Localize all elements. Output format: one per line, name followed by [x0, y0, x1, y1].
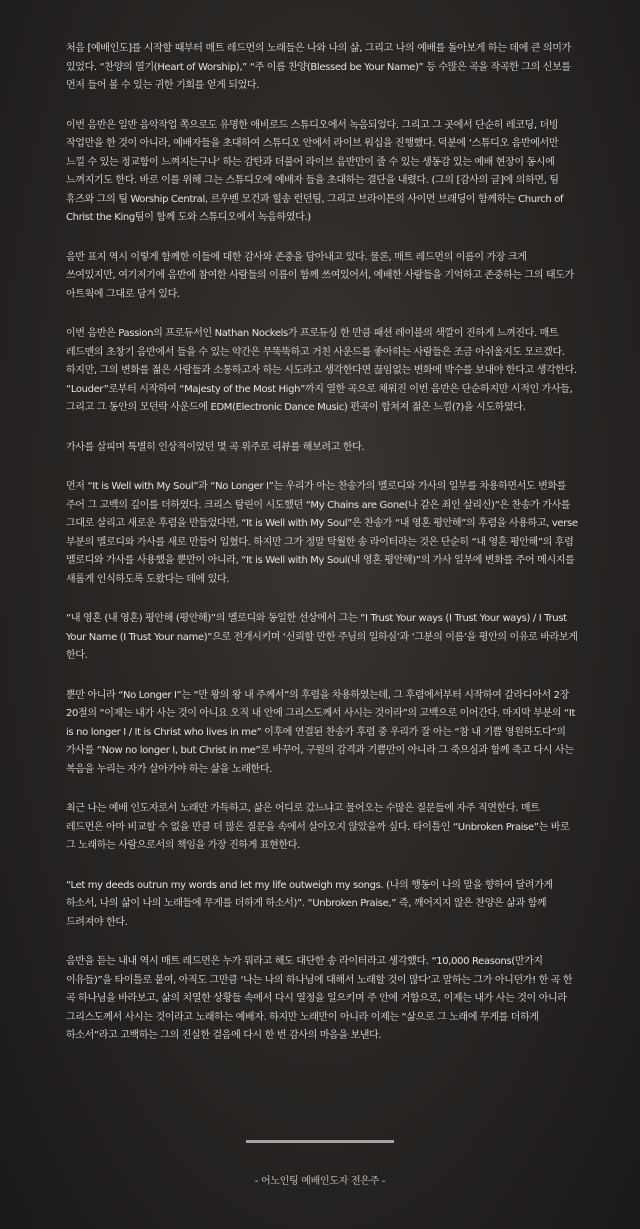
review-paragraph-3: 음반 표지 역시 이렇게 함께한 이들에 대한 감사와 존중을 담아내고 있다. 물론, 매트 레드먼의 이름이 가장 크게 쓰여있지만, 여기저기에 음반에 참여한 사람들의 이름이 함께 쓰여있어서, 예배한 사람들을 기억하고 존중하는 그의 태도가 아트웍에 그대로 담겨 있다.: [66, 251, 574, 300]
review-paragraph-7: “내 영혼 (내 영혼) 평안해 (평안해)”의 멜로디와 동일한 선상에서 그는 “I Trust Your ways (I Trust Your ways) / I Trust Your Name (I Trust Your name)”으로 전개시키며 ‘신뢰할 만한 주님의 일하심’과 ‘그분의 이름’을 평안의 이유로 바라보게 한다.: [66, 613, 578, 661]
review-paragraph-6: 먼저 “It is Well with My Soul”과 “No Longer I”는 우리가 아는 찬송가의 멜로디와 가사의 일부를 차용하면서도 변화를 주어 그 고백의 깊이를 더하였다. 크리스 탐린이 시도했던 “My Chains are Gone(나 같은 죄인 살리신)”은 찬송가 가사를 그대로 살리고 새로운 후렴을 만들었다면, “It is Well with My Soul”은 찬송가 “내 영혼 평안해”의 후렴을 사용하고, verse 부분의 멜로디와 가사를 새로 만들어 입혔다. 하지만 그가 정말 탁월한 송 라이터라는 것은 단순히 “내 영혼 평안해”의 후렴 멜로디와 가사를 사용했을 뿐만이 아니라, “It is Well with My Soul(내 영혼 평안해)”의 가사 일부에 변화를 주어 메시지를 새롭게 인식하도록 도왔다는 데에 있다.: [66, 481, 578, 585]
review-paragraph-10: “Let my deeds outrun my words and let my life outweigh my songs. (나의 행동이 나의 말을 향하여 달려가게 하소서, 나의 삶이 나의 노래들에 무게를 더하게 하소서)”. “Unbroken Praise,” 즉, 깨어지지 않은 찬양은 삶과 함께 드려져야 한다.: [66, 879, 553, 928]
footer-divider: [246, 1140, 394, 1143]
author-signature: - 어노인팅 예배인도자 전은주 -: [254, 1176, 386, 1187]
review-paragraph-2: 이번 음반은 일반 음악작업 쪽으로도 유명한 애비로드 스튜디오에서 녹음되었다. 그리고 그 곳에서 단순히 레코딩, 더빙 작업만을 한 것이 아니라, 예배자들을 초대하여 스튜디오 안에서 라이브 워십을 진행했다. 덕분에 ‘스튜디오 음반에서만 느낄 수 있는 정교함이 느껴지는구나’ 하는 감탄과 더불어 라이브 음반만이 줄 수 있는 생동감 있는 예배 현장이 동시에 느껴지기도 한다. 바로 이를 위해 그는 스튜디오에 예배자 들을 초대하는 결단을 내렸다. (그의 [감사의 글]에 의하면, 팀 휴즈와 그의 팀 Worship Central, 르우벤 모건과 힐송 런던팀, 그리고 브라이튼의 사이먼 브래딩이 함께하는 Church of Christ the King팀이 함께 도와 스튜디오에서 녹음하였다.): [66, 119, 564, 223]
review-paragraph-8: 뿐만 아니라 “No Longer I”는 “만 왕의 왕 내 주께서”의 후렴을 차용하였는데, 그 후렴에서부터 시작하여 갈라디아서 2장 20절의 “이제는 내가 사는 것이 아니요 오직 내 안에 그리스도께서 사시는 것이라”의 고백으로 이어간다. 마지막 부분의 “It is no longer I / It is Christ who lives in me” 이후에 연결된 찬송가 후렴 중 우리가 잘 아는 “참 내 기쁨 영원하도다”의 가사를 “Now no longer I, but Christ in me”로 바꾸어, 구원의 감격과 기쁨만이 아니라 그 죽으심과 함께 죽고 다시 사는 복음을 누리는 자가 살아가야 하는 삶을 노래한다.: [66, 689, 576, 775]
review-paragraph-11: 음반을 듣는 내내 역시 매트 레드먼은 누가 뭐라고 해도 대단한 송 라이터라고 생각했다. “10,000 Reasons(만가지 이유들)”을 타이틀로 붙여, 아직도 그만큼 ‘나는 나의 하나님에 대해서 노래할 것이 많다’고 말하는 그가 아니던가! 한 곡 한 곡 하나님을 바라보고, 삶의 치열한 상황들 속에서 다시 열정을 일으키며 주 안에 거함으로, 이제는 내가 사는 것이 아니라 그리스도께서 사시는 것이라고 노래하는 예배자. 하지만 노래만이 아니라 이제는 “삶으로 그 노래에 무게를 더하게 하소서”라고 고백하는 그의 진실한 걸음에 다시 한 번 감사의 마음을 보낸다.: [66, 956, 573, 1041]
review-paragraph-1: 처음 [예배인도]를 시작할 때부터 매트 레드먼의 노래들은 나와 나의 삶, 그리고 나의 예배를 돌아보게 하는 데에 큰 의미가 있었다. “찬양의 열기(Heart of Worship),” “주 이름 찬양(Blessed be Your Name)” 등 수많은 곡을 작곡한 그의 신보를 먼저 들어 볼 수 있는 귀한 기회를 얻게 되었다.: [66, 43, 571, 91]
review-paragraph-4: 이번 음반은 Passion의 프로듀서인 Nathan Nockels가 프로듀싱 한 만큼 패션 레이블의 색깔이 진하게 느껴진다. 매트 레드맨의 초창기 음반에서 들을 수 있는 약간은 무뚝뚝하고 거친 사운드를 좋아하는 사람들은 조금 아쉬울지도 모르겠다. 하지만, 그의 변화를 젊은 사람들과 소통하고자 하는 시도라고 생각한다면 끊임없는 변화에 박수를 보내야 한다고 생각한다. “Louder”로부터 시작하여 “Majesty of the Most High”까지 열한 곡으로 채워진 이번 음반은 단순하지만 시적인 가사들, 그리고 그 동안의 모던락 사운드에 EDM(Electronic Dance Music) 편곡이 합쳐져 젊은 느낌(?)을 시도하였다.: [66, 328, 577, 413]
review-paragraph-9: 최근 나는 예배 인도자로서 노래만 가득하고, 삶은 어디로 갔느냐고 물어오는 수많은 질문들에 자주 직면한다. 매트 레드먼은 아마 비교할 수 없을 만큼 더 많은 질문을 속에서 살아오지 않았을까 싶다. 타이틀인 “Unbroken Praise”는 바로 그 노래하는 사람으로서의 책임을 가장 진하게 표현한다.: [66, 803, 570, 851]
album-review-article: [66, 40, 578, 1067]
review-paragraph-5: 가사를 살피며 특별히 인상적이었던 몇 곡 위주로 리뷰를 해보려고 한다.: [66, 441, 365, 453]
